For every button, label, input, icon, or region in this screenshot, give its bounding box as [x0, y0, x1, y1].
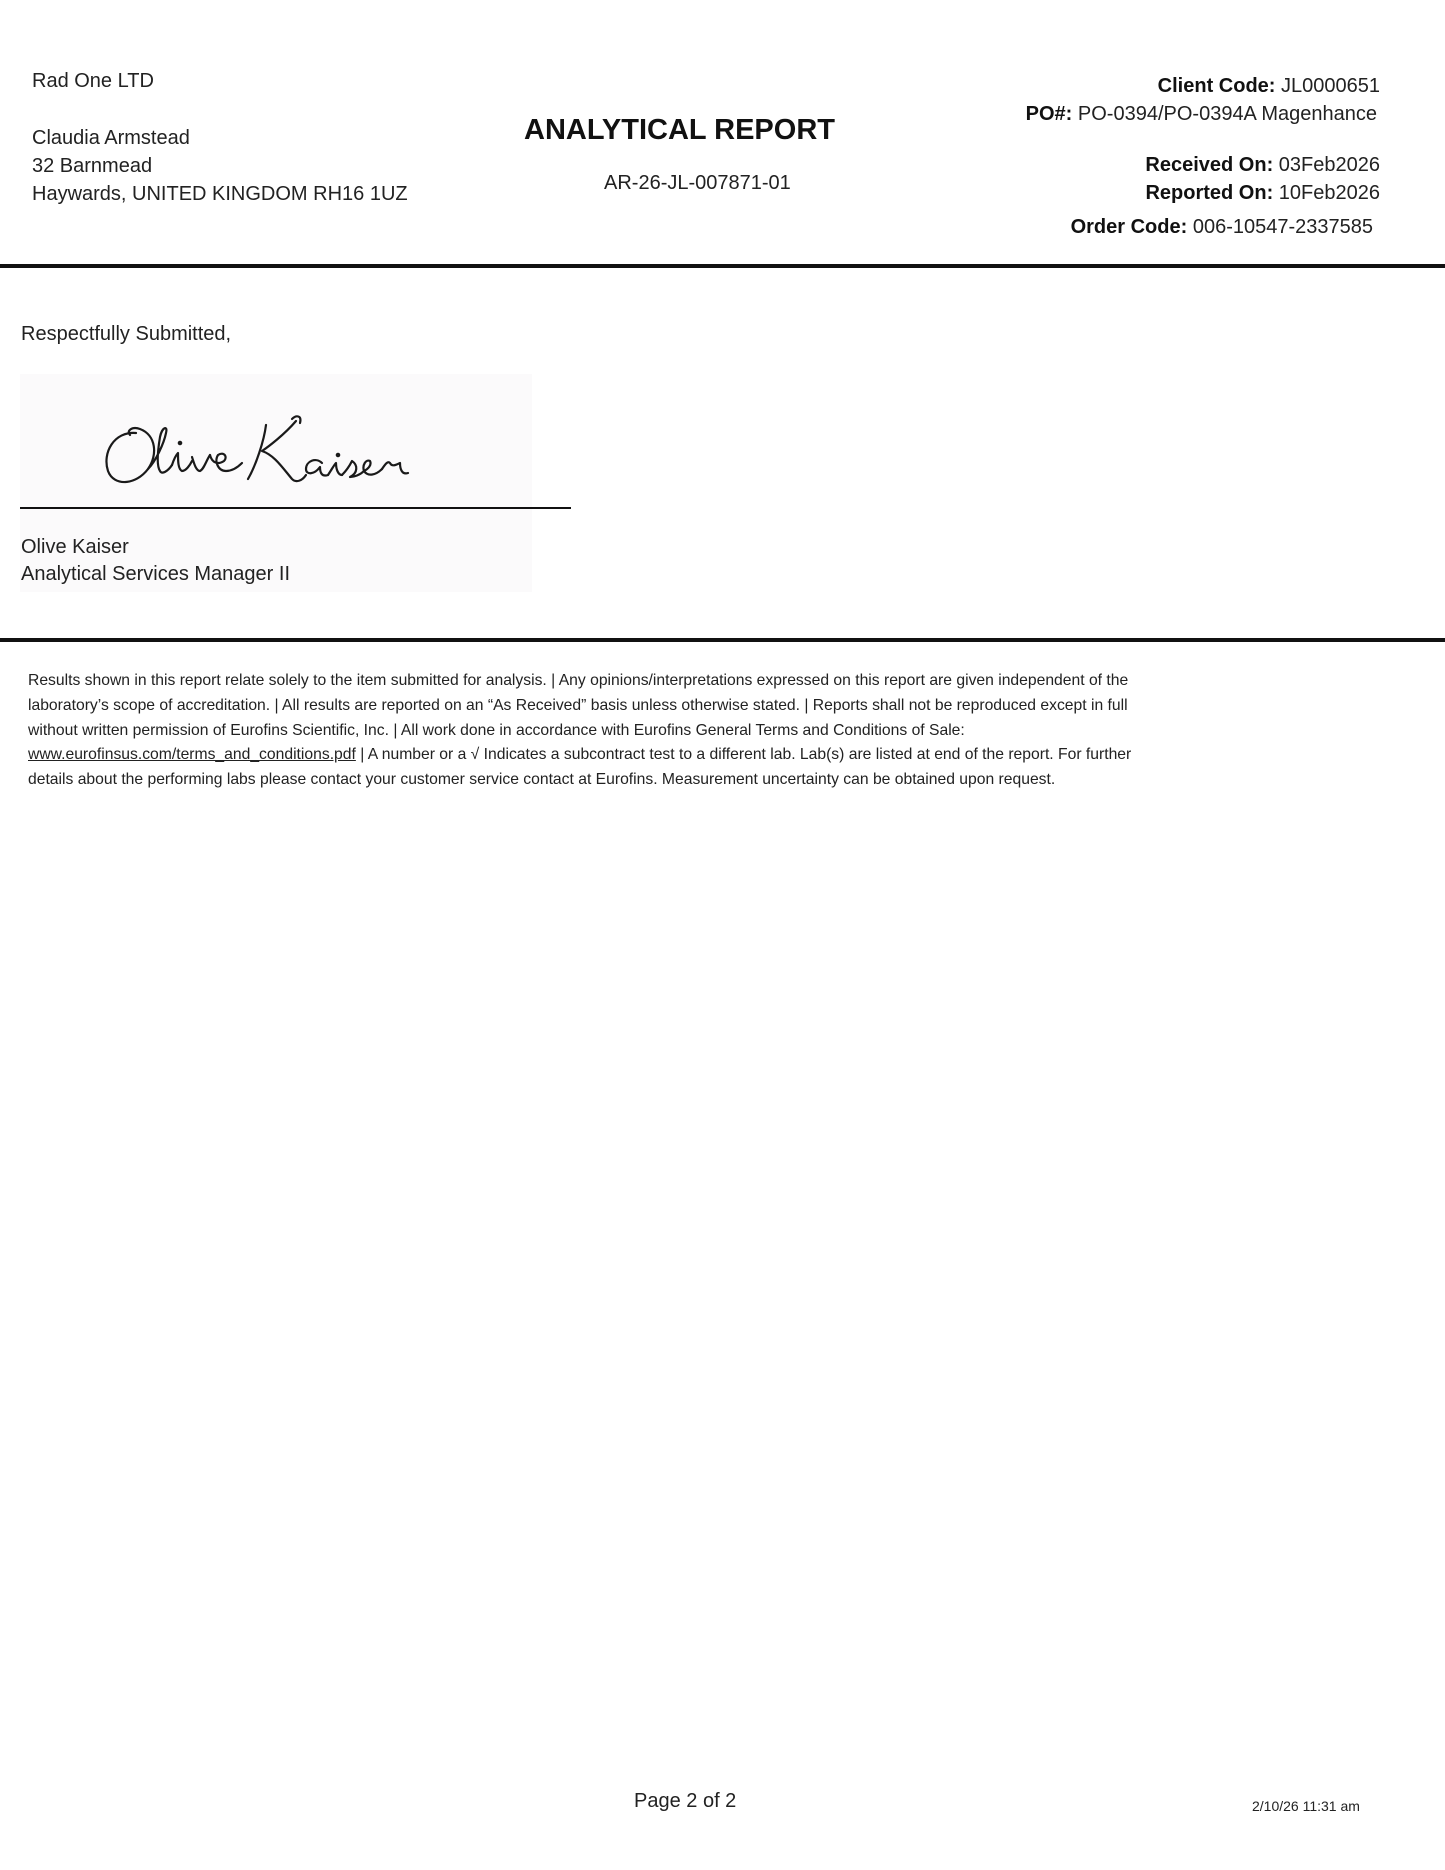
client-company: Rad One LTD [32, 70, 154, 92]
page-number: Page 2 of 2 [634, 1790, 737, 1812]
signer-name: Olive Kaiser [21, 536, 129, 558]
disclaimer-line: Results shown in this report relate solely to the item submitted for analysis. | Any opinions/interpretations expressed on this report are given independent of the [28, 672, 1129, 689]
terms-link[interactable]: www.eurofinsus.com/terms_and_conditions.pdf [28, 746, 356, 764]
received-label: Received On: [1145, 154, 1274, 176]
client-address-line1: 32 Barnmead [32, 155, 153, 177]
client-code-row [1158, 75, 1380, 98]
report-id: AR-26-JL-007871-01 [604, 172, 791, 194]
reported-label: Reported On: [1145, 182, 1274, 204]
report-title: ANALYTICAL REPORT [524, 114, 835, 146]
disclaimer-line: without written permission of Eurofins Scientific, Inc. | All work done in accordance with Eurofins General Terms and Conditions of Sale: [28, 721, 965, 739]
order-code-label: Order Code: [1070, 216, 1188, 238]
handwritten-signature [96, 405, 416, 495]
po-row [1026, 103, 1377, 126]
disclaimer-line: details about the performing labs please contact your customer service contact at Eurofins. Measurement uncertainty can be obtained upon request. [28, 771, 1056, 789]
received-row [1145, 154, 1380, 177]
po-value: PO-0394/PO-0394A Magenhance [1077, 103, 1377, 125]
signature-divider [0, 638, 1445, 642]
header-divider [0, 264, 1445, 268]
closing-text: Respectfully Submitted, [21, 323, 232, 345]
reported-row [1145, 182, 1380, 205]
order-code-row [1071, 216, 1373, 239]
po-label: PO#: [1025, 103, 1073, 125]
disclaimer-line: laboratory’s scope of accreditation. | All results are reported on an “As Received” basis unless otherwise stated. | Reports shall not be reproduced except in full [28, 696, 1128, 714]
client-code-label: Client Code: [1157, 75, 1276, 97]
client-code-value: JL0000651 [1281, 75, 1380, 97]
disclaimer-line [28, 743, 1248, 768]
signature-line [20, 507, 571, 509]
disclaimer-text [28, 669, 1248, 793]
print-timestamp: 2/10/26 11:31 am [1252, 1798, 1360, 1814]
client-address-line2: Haywards, UNITED KINGDOM RH16 1UZ [32, 183, 408, 205]
received-value: 03Feb2026 [1278, 154, 1380, 176]
disclaimer-line-rest: | A number or a √ Indicates a subcontract test to a different lab. Lab(s) are listed at end of the report. For further [355, 746, 1132, 764]
order-code-value: 006-10547-2337585 [1192, 216, 1373, 238]
reported-value: 10Feb2026 [1278, 182, 1380, 204]
signer-title: Analytical Services Manager II [21, 563, 291, 585]
client-contact-name: Claudia Armstead [32, 127, 190, 149]
